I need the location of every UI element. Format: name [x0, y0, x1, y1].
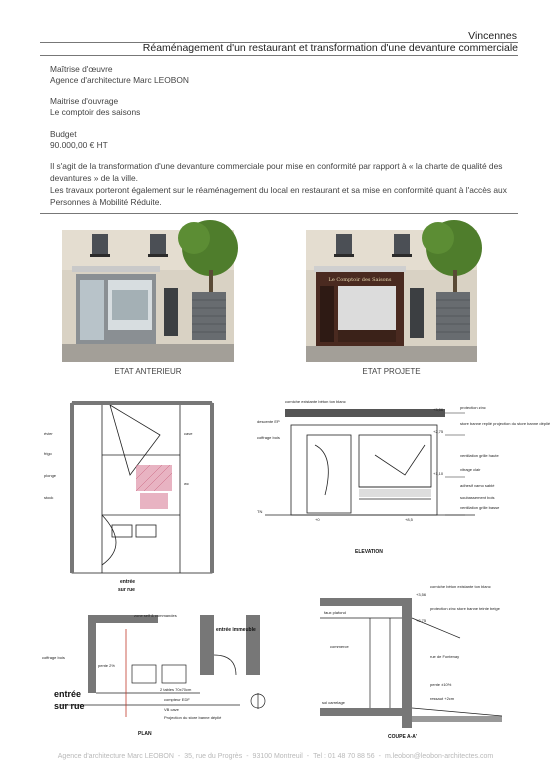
footer-tel: Tel : 01 48 70 88 56: [313, 753, 375, 760]
elevation-level-3: +1,10: [433, 471, 444, 476]
section-protection: protection zinc store banne teinte beige: [430, 606, 500, 611]
section-commerce: commerce: [330, 644, 349, 649]
svg-text:évier: évier: [44, 431, 53, 436]
elevation-label-tn: TN: [257, 509, 263, 514]
info-maitrise-oeuvre: [50, 64, 189, 86]
plan-entree-immeuble: entrée immeuble: [216, 627, 256, 633]
elevation-title: ELEVATION: [355, 549, 383, 555]
elevation-level-1: +3,56: [433, 407, 444, 412]
plan-sur-rue: sur rue: [54, 701, 85, 711]
elevation-label-ventilation-haute: ventilation grille haute: [460, 453, 499, 458]
drawing-plan-detail: [40, 395, 220, 595]
elevation-label-ventilation-basse: ventilation grille basse: [460, 505, 500, 510]
caption-after: ETAT PROJETE: [362, 367, 421, 376]
section-pente: pente ±10%: [430, 682, 452, 687]
info-label: Budget: [50, 129, 77, 139]
plan-entree: entrée: [54, 689, 82, 699]
elevation-label-coffrage: coffrage bois: [257, 435, 280, 440]
elevation-label-store: store banne replié projection du store banne déplié: [460, 421, 551, 426]
section-level-1: +3,56: [416, 592, 427, 597]
info-label: Maitrise d'ouvrage: [50, 96, 119, 106]
plan-title: PLAN: [138, 731, 152, 737]
plan-vb: VB cave: [164, 707, 179, 712]
svg-text:stock: stock: [44, 495, 54, 500]
section-faux-plafond: faux plafond: [324, 610, 346, 615]
caption-before: ETAT ANTERIEUR: [114, 367, 182, 376]
section-rue: rue de Fontenay: [430, 654, 460, 659]
plan-detail-sur-rue: sur rue: [118, 587, 135, 593]
info-value: Le comptoir des saisons: [50, 107, 141, 117]
plan-zone-label: zone self & commandes: [134, 613, 177, 618]
drawing-plan: [40, 605, 280, 740]
project-description: [50, 160, 520, 208]
elevation-label-protection: protection zinc: [460, 405, 486, 410]
elevation-label-descente: descente EP: [257, 419, 280, 424]
elevation-label-corniche: corniche existante béton ton blanc: [285, 399, 346, 404]
elevation-label-soubassement: soubassement bois: [460, 495, 495, 500]
plan-tables: 2 tables 70x70cm: [160, 687, 192, 692]
info-label: Maîtrise d'œuvre: [50, 64, 113, 74]
footer-address: 35, rue du Progrès: [184, 753, 243, 760]
svg-text:wc: wc: [184, 481, 189, 486]
drawing-elevation: [255, 395, 551, 560]
photo-after: [306, 230, 477, 362]
drawing-section: [310, 578, 520, 743]
elevation-level-2: +2,75: [433, 429, 444, 434]
section-ressaut: ressaut +2cm: [430, 696, 455, 701]
section-title: COUPE A-A': [388, 734, 418, 740]
header-city: Vincennes: [468, 30, 517, 42]
photo-before: [62, 230, 234, 362]
svg-text:cave: cave: [184, 431, 193, 436]
elevation-level-4: +0: [315, 517, 320, 522]
section-level-2: +2,75: [416, 618, 427, 623]
elevation-level-5: +8,5: [405, 517, 413, 522]
svg-text:frigo: frigo: [44, 451, 52, 456]
plan-pente: pente 2%: [98, 663, 115, 668]
page-title: Réaménagement d'un restaurant et transformation d'une devanture commerciale: [142, 42, 518, 54]
svg-text:plonge: plonge: [44, 473, 57, 478]
footer-agency: Agence d'architecture Marc LEOBON: [57, 753, 174, 760]
header-rule-bottom: [40, 55, 518, 56]
description-line-2: Les travaux porteront également sur le réaménagement du local en restaurant et sa mise en conformité quant à l'accès aux Personnes à Mobilité Réduite.: [50, 185, 507, 207]
description-line-1: Il s'agit de la transformation d'une devanture commerciale pour mise en conformité par rapport à « la charte de qualité des devantures » de la ville.: [50, 161, 503, 183]
section-corniche: corniche béton existante ton blanc: [430, 584, 491, 589]
info-value: 90.000,00 € HT: [50, 140, 108, 150]
elevation-label-adhesif: adhesif vamo sablé: [460, 483, 495, 488]
footer-email[interactable]: m.leobon@leobon-architectes.com: [384, 753, 494, 760]
elevation-label-vitrage: vitrage clair: [460, 467, 481, 472]
info-budget: [50, 129, 108, 151]
plan-compteur: compteur EDF: [164, 697, 190, 702]
footer-city: 93100 Montreuil: [252, 753, 303, 760]
info-maitrise-ouvrage: [50, 96, 140, 118]
description-rule: [40, 213, 518, 214]
shop-sign-text: Le Comptoir des Saisons: [328, 277, 392, 283]
section-sol: sol carrelage: [322, 700, 345, 705]
footer: Agence d'architecture Marc LEOBON - 35, rue du Progrès - 93100 Montreuil - Tel : 01 48 70 88 56 - m.leobon@leobon-architectes.com: [57, 753, 494, 760]
plan-projection: Projection du store banne déplié: [164, 715, 222, 720]
plan-coffrage: coffrage bois: [42, 655, 65, 660]
info-value: Agence d'architecture Marc LEOBON: [50, 75, 189, 85]
plan-detail-entree: entrée: [120, 579, 136, 585]
